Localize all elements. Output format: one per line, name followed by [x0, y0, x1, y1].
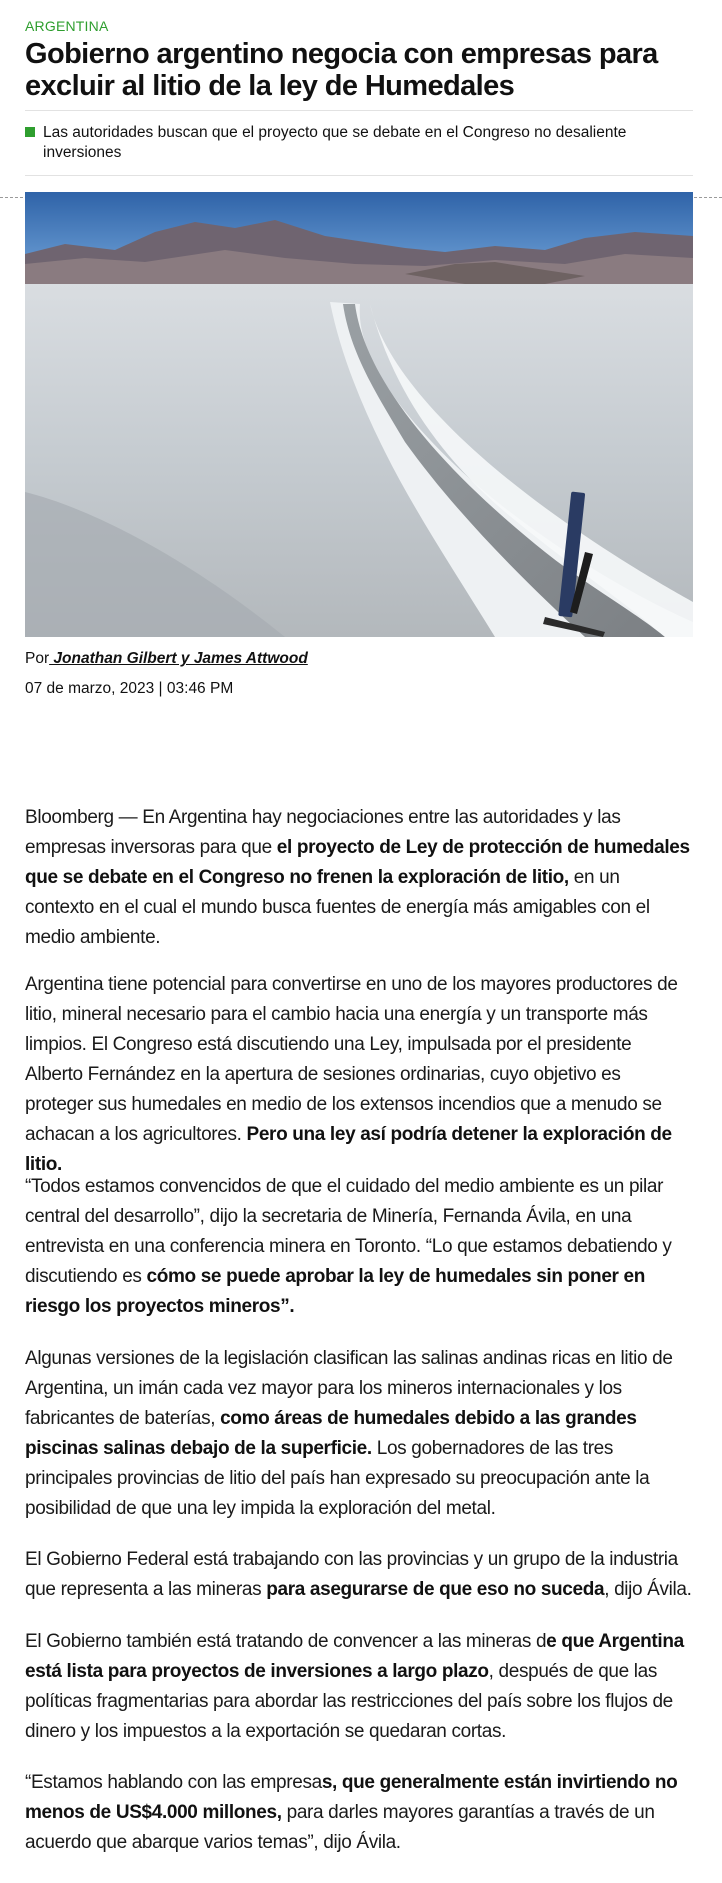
text-run: en un contexto en el cual el mundo busca fuentes de energía más amigables con el medio ambiente.	[25, 867, 650, 948]
bold-text-run: como áreas de humedales debido a las grandes piscinas salinas debajo de la superficie.	[25, 1408, 637, 1459]
text-run: “Estamos hablando con las empresa	[25, 1772, 322, 1793]
text-run: para darles mayores garantías a través de un acuerdo que abarque varios temas”, dijo Ávila.	[25, 1802, 655, 1853]
text-run: Algunas versiones de la legislación clasifican las salinas andinas ricas en litio de Argentina, un imán cada vez mayor para los mineros internacionales y los fabricantes de baterías,	[25, 1348, 673, 1429]
lead-photo	[25, 192, 693, 637]
summary-bullet-icon	[25, 127, 35, 137]
text-run: El Gobierno Federal está trabajando con las provincias y un grupo de la industria que representa a las mineras	[25, 1549, 678, 1600]
body-paragraph	[25, 1172, 693, 1322]
text-run: , después de que las políticas fragmentarias para abordar las restricciones del país sobre los flujos de dinero y los impuestos a la exportación se quedaran cortas.	[25, 1661, 673, 1742]
text-run: El Gobierno también está tratando de convencer a las mineras d	[25, 1631, 547, 1652]
body-paragraph	[25, 970, 693, 1180]
body-paragraph	[25, 1768, 693, 1858]
section-label[interactable]: ARGENTINA	[25, 18, 109, 34]
bold-text-run: Pero una ley así podría detener la exploración de litio.	[25, 1124, 672, 1175]
body-paragraph	[25, 1627, 693, 1747]
bold-text-run: cómo se puede aprobar la ley de humedales sin poner en riesgo los proyectos mineros”.	[25, 1266, 645, 1317]
bold-text-run: s, que generalmente están invirtiendo no menos de US$4.000 millones,	[25, 1772, 678, 1823]
bold-text-run: el proyecto de Ley de protección de humedales que se debate en el Congreso no frenen la exploración de litio,	[25, 837, 690, 888]
text-run: “Todos estamos convencidos de que el cuidado del medio ambiente es un pilar central del desarrollo”, dijo la secretaria de Minería, Fernanda Ávila, en una entrevista en una conferencia minera en Toronto. “Lo que estamos debatiendo y discutiendo es	[25, 1176, 672, 1287]
divider	[25, 110, 693, 111]
body-paragraph	[25, 1344, 693, 1524]
author-link[interactable]: Jonathan Gilbert y James Attwood	[49, 650, 308, 667]
text-run: Argentina tiene potencial para convertirse en uno de los mayores productores de litio, mineral necesario para el cambio hacia una energía y un transporte más limpios. El Congreso está discutiendo una Ley, impulsada por el presidente Alberto Fernández en la apertura de sesiones ordinarias, cuyo objetivo es proteger sus humedales en medio de los extensos incendios que a menudo se achacan a los agricultores.	[25, 974, 678, 1145]
bold-text-run: para asegurarse de que eso no suceda	[266, 1579, 605, 1600]
summary-block	[25, 123, 693, 163]
text-run: , dijo Ávila.	[604, 1579, 692, 1600]
byline-prefix: Por	[25, 650, 50, 667]
body-paragraph	[25, 1545, 693, 1605]
text-run: Bloomberg — En Argentina hay negociaciones entre las autoridades y las empresas inversoras para que	[25, 807, 621, 858]
bold-text-run: e que Argentina está lista para proyectos de inversiones a largo plazo	[25, 1631, 684, 1682]
summary-text: Las autoridades buscan que el proyecto que se debate en el Congreso no desaliente inversiones	[43, 124, 627, 161]
headline: Gobierno argentino negocia con empresas para excluir al litio de la ley de Humedales	[25, 38, 658, 102]
text-run: Los gobernadores de las tres principales provincias de litio del país han expresado su preocupación ante la posibilidad de que una ley impida la exploración del metal.	[25, 1438, 650, 1519]
divider	[25, 175, 693, 176]
byline	[25, 650, 693, 668]
body-paragraph	[25, 803, 693, 953]
publish-date: 07 de marzo, 2023 | 03:46 PM	[25, 680, 234, 697]
